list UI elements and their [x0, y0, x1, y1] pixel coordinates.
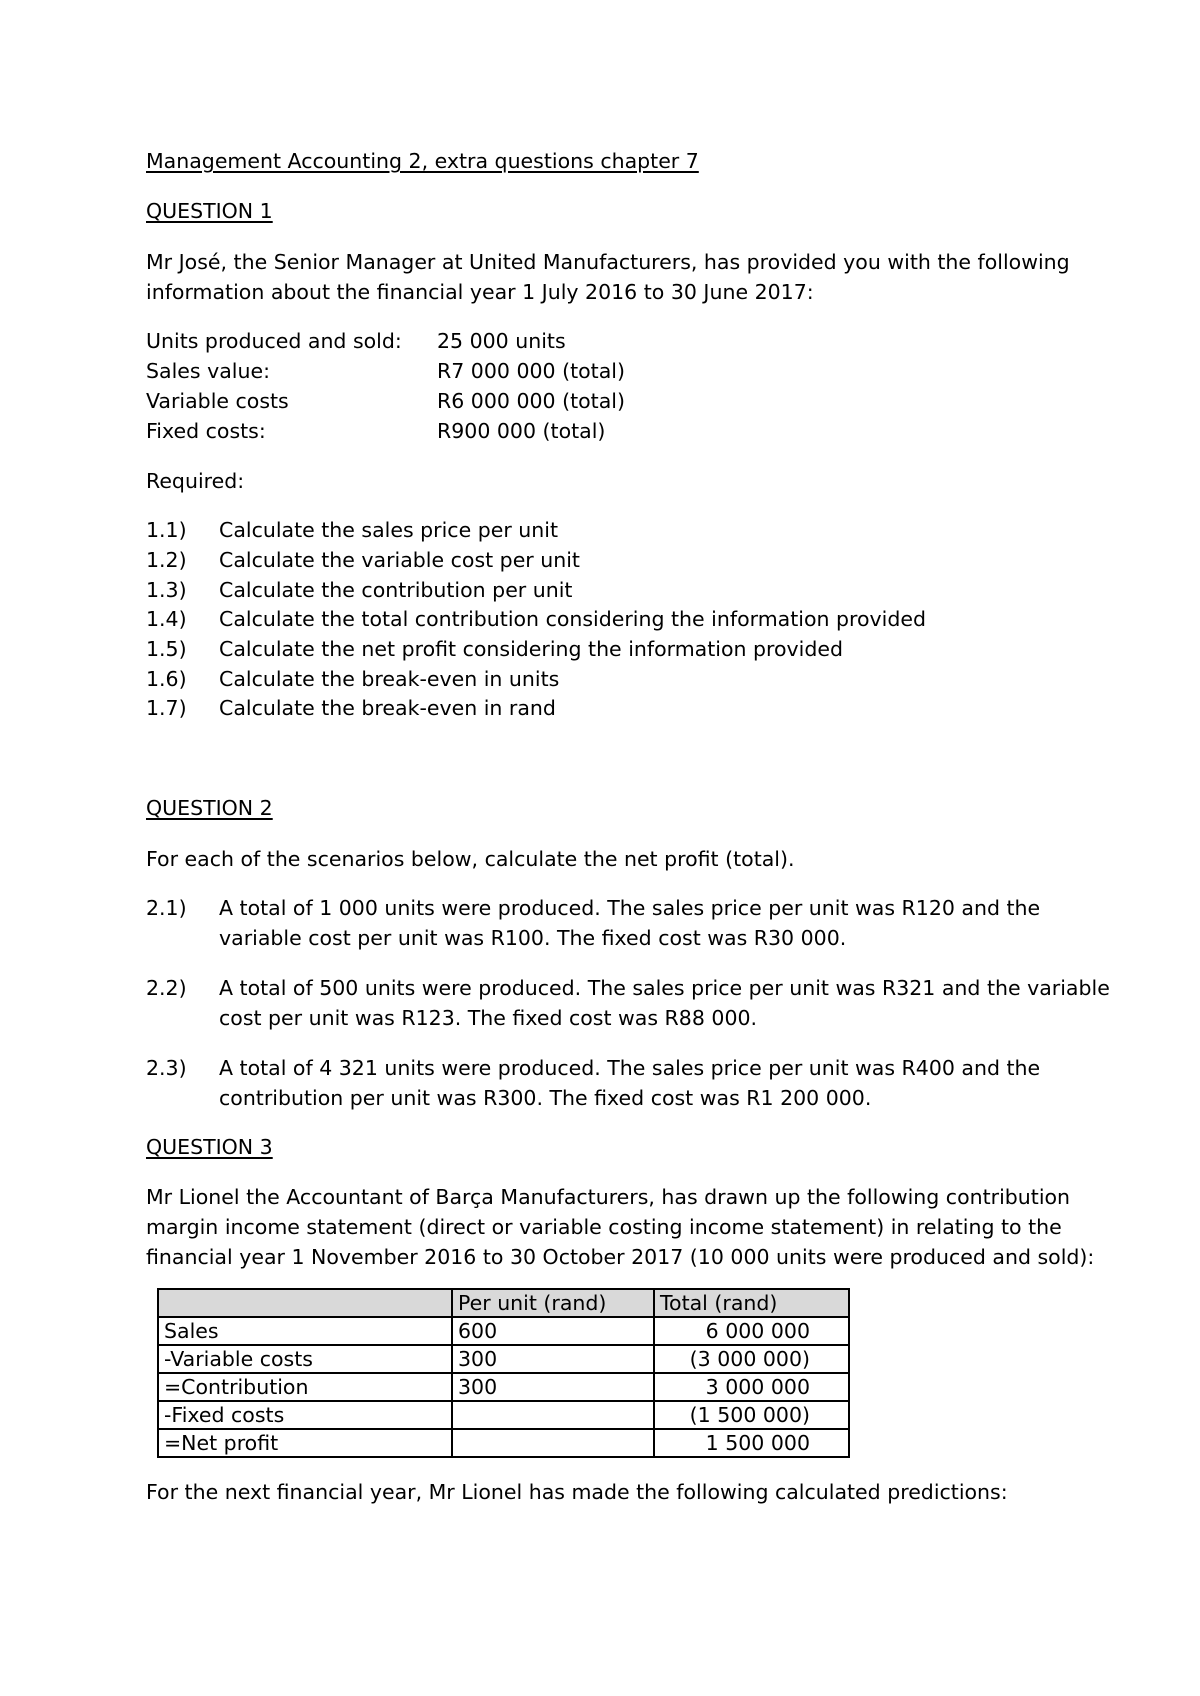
table-cell: 300: [452, 1373, 654, 1401]
q3-closing: For the next financial year, Mr Lionel has made the following calculated predictions:: [146, 1480, 1008, 1504]
table-cell: Sales: [158, 1317, 452, 1345]
item-text: Calculate the total contribution considering the information provided: [219, 607, 927, 631]
table-header-cell: [158, 1289, 452, 1317]
item-number: 1.3): [146, 578, 187, 602]
item-text: Calculate the net profit considering the information provided: [219, 637, 844, 661]
item-text-line2: cost per unit was R123. The fixed cost was R88 000.: [219, 1006, 758, 1030]
table-header-row: [158, 1289, 849, 1317]
table-cell: 600: [452, 1317, 654, 1345]
fact-label: Variable costs: [146, 389, 289, 413]
item-text: Calculate the variable cost per unit: [219, 548, 580, 572]
q1-intro-line2: information about the financial year 1 July 2016 to 30 June 2017:: [146, 280, 814, 304]
fact-value: R900 000 (total): [437, 419, 606, 443]
item-number: 1.1): [146, 518, 187, 542]
q1-intro-line1: Mr José, the Senior Manager at United Manufacturers, has provided you with the following: [146, 250, 1070, 274]
table-cell: 300: [452, 1345, 654, 1373]
fact-value: 25 000 units: [437, 329, 566, 353]
q1-heading: QUESTION 1: [146, 199, 273, 223]
item-number: 2.2): [146, 976, 187, 1000]
item-number: 1.6): [146, 667, 187, 691]
item-number: 2.3): [146, 1056, 187, 1080]
item-number: 1.4): [146, 607, 187, 631]
item-text: Calculate the contribution per unit: [219, 578, 573, 602]
item-number: 2.1): [146, 896, 187, 920]
q3-intro-line2: margin income statement (direct or variable costing income statement) in relating to the: [146, 1215, 1062, 1239]
item-text-line2: variable cost per unit was R100. The fixed cost was R30 000.: [219, 926, 847, 950]
table-cell: (1 500 000): [654, 1401, 849, 1429]
q1-required-label: Required:: [146, 469, 245, 493]
item-text-line1: A total of 4 321 units were produced. The sales price per unit was R400 and the: [219, 1056, 1041, 1080]
fact-label: Fixed costs:: [146, 419, 266, 443]
fact-label: Units produced and sold:: [146, 329, 402, 353]
fact-label: Sales value:: [146, 359, 270, 383]
item-number: 1.2): [146, 548, 187, 572]
table-row: [158, 1317, 849, 1345]
item-text-line1: A total of 500 units were produced. The sales price per unit was R321 and the variable: [219, 976, 1110, 1000]
item-number: 1.5): [146, 637, 187, 661]
income-statement-table: [157, 1288, 850, 1458]
table-cell: (3 000 000): [654, 1345, 849, 1373]
table-cell: [452, 1429, 654, 1457]
table-row: [158, 1373, 849, 1401]
fact-value: R6 000 000 (total): [437, 389, 625, 413]
table-cell: [452, 1401, 654, 1429]
table-cell: -Fixed costs: [158, 1401, 452, 1429]
table-cell: 1 500 000: [654, 1429, 849, 1457]
table-row: [158, 1429, 849, 1457]
q2-intro: For each of the scenarios below, calculate the net profit (total).: [146, 847, 795, 871]
table-cell: -Variable costs: [158, 1345, 452, 1373]
table-header-cell: Per unit (rand): [452, 1289, 654, 1317]
item-text-line2: contribution per unit was R300. The fixed cost was R1 200 000.: [219, 1086, 872, 1110]
item-number: 1.7): [146, 696, 187, 720]
fact-value: R7 000 000 (total): [437, 359, 625, 383]
table-cell: 6 000 000: [654, 1317, 849, 1345]
table-header-cell: Total (rand): [654, 1289, 849, 1317]
item-text: Calculate the break-even in rand: [219, 696, 556, 720]
table-cell: =Contribution: [158, 1373, 452, 1401]
item-text: Calculate the break-even in units: [219, 667, 560, 691]
q2-heading: QUESTION 2: [146, 796, 273, 820]
table-row: [158, 1401, 849, 1429]
item-text-line1: A total of 1 000 units were produced. The sales price per unit was R120 and the: [219, 896, 1041, 920]
q3-intro-line1: Mr Lionel the Accountant of Barça Manufacturers, has drawn up the following contribution: [146, 1185, 1071, 1209]
table-cell: =Net profit: [158, 1429, 452, 1457]
table-row: [158, 1345, 849, 1373]
document-title: Management Accounting 2, extra questions chapter 7: [146, 149, 699, 173]
q3-intro-line3: financial year 1 November 2016 to 30 October 2017 (10 000 units were produced and sold):: [146, 1245, 1095, 1269]
table-cell: 3 000 000: [654, 1373, 849, 1401]
item-text: Calculate the sales price per unit: [219, 518, 558, 542]
q3-heading: QUESTION 3: [146, 1135, 273, 1159]
